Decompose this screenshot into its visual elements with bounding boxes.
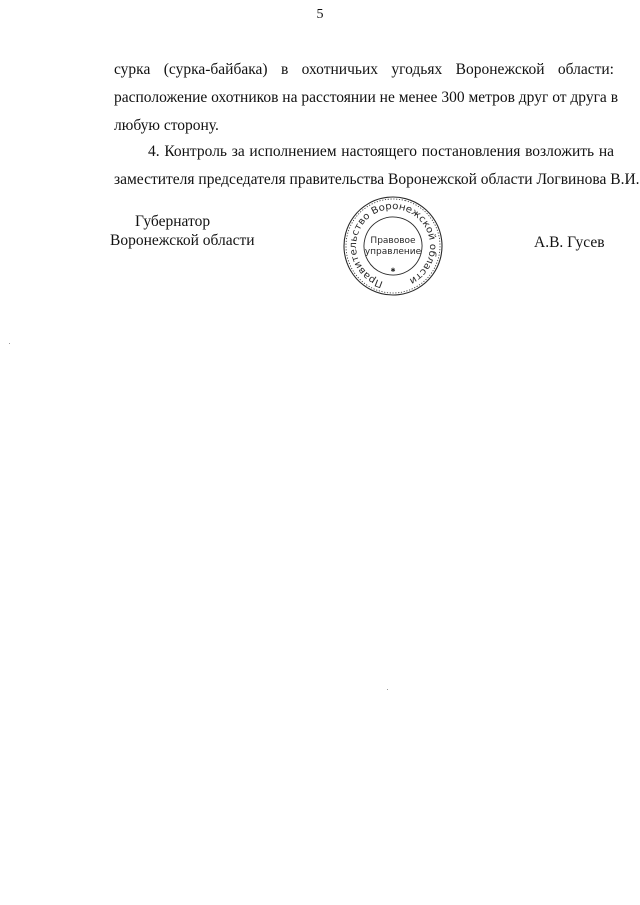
- signature-block: [0, 200, 640, 301]
- seal-inner-line-1: Правовое: [370, 236, 416, 246]
- official-seal-stamp: [341, 194, 445, 298]
- signatory-title: Губернатор: [135, 213, 211, 230]
- text-line: заместителя председателя правительства Воронежской области Логвинова В.И.: [114, 171, 640, 188]
- signatory-name: А.В. Гусев: [534, 234, 605, 251]
- paragraph-item-4: [114, 138, 640, 194]
- scan-artifact: [387, 689, 388, 690]
- paragraph-continuation: [114, 56, 619, 140]
- page-number: 5: [316, 7, 324, 22]
- scan-artifact: [9, 343, 10, 344]
- seal-star: ✱: [390, 267, 396, 274]
- seal-outer-text: Правительство Воронежской области: [347, 200, 439, 290]
- signatory-region: Воронежской области: [110, 232, 255, 249]
- text-line: расположение охотников на расстоянии не менее 300 метров друг от друга в: [114, 89, 619, 106]
- seal-inner-line-2: управление: [364, 247, 422, 257]
- text-line: любую сторону.: [114, 117, 219, 134]
- text-line: 4. Контроль за исполнением настоящего постановления возложить на: [148, 143, 614, 160]
- text-line: сурка (сурка-байбака) в охотничьих угодьях Воронежской области:: [114, 61, 614, 78]
